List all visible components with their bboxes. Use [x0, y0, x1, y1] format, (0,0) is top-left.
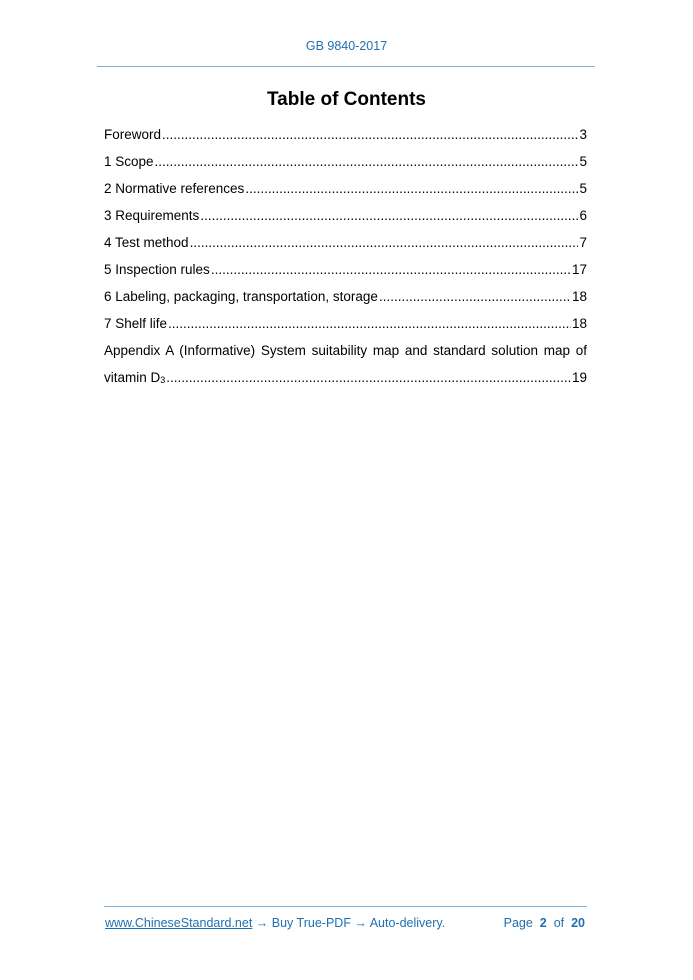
footer-promo — [105, 916, 445, 930]
toc-entry-inspection-rules[interactable] — [104, 256, 587, 283]
toc-leader-dots — [166, 364, 571, 391]
toc-entry-page: 7 — [579, 235, 587, 250]
toc-leader-dots — [200, 202, 578, 229]
toc-entry-label: 1 Scope — [104, 154, 154, 169]
toc-entry-label-text: vitamin D — [104, 370, 161, 385]
toc-entry-requirements[interactable] — [104, 202, 587, 229]
toc-leader-dots — [379, 283, 571, 310]
toc-leader-dots — [155, 148, 579, 175]
toc-title: Table of Contents — [266, 89, 427, 110]
toc-entry-scope[interactable] — [104, 148, 587, 175]
footer-site-link[interactable]: www.ChineseStandard.net — [105, 916, 253, 930]
footer-page-total: 20 — [571, 916, 585, 930]
toc-leader-dots — [211, 256, 571, 283]
footer-arrow: → — [350, 916, 370, 930]
toc-entry-label: Appendix A (Informative) System suitability map and standard solution map of — [104, 343, 587, 358]
toc-entry-label: 2 Normative references — [104, 181, 245, 196]
header-divider — [97, 66, 595, 67]
toc-entry-label: 4 Test method — [104, 235, 189, 250]
toc-leader-dots — [245, 175, 578, 202]
toc-entry-label — [104, 364, 165, 393]
toc-entry-appendix-a[interactable] — [104, 337, 587, 364]
footer-of-word: of — [553, 916, 565, 930]
footer-buy-text: Buy True-PDF — [271, 916, 351, 930]
toc-entry-page: 5 — [579, 181, 587, 196]
toc-entry-normative-references[interactable] — [104, 175, 587, 202]
toc-entry-labeling[interactable] — [104, 283, 587, 310]
toc-leader-dots — [190, 229, 579, 256]
footer — [105, 916, 585, 930]
footer-page-indicator — [504, 916, 585, 930]
toc-entry-label: Foreword — [104, 127, 162, 142]
toc-entry-label: 7 Shelf life — [104, 316, 168, 331]
toc-entry-subscript: 3 — [160, 375, 166, 385]
toc-entry-foreword[interactable] — [104, 121, 587, 148]
footer-delivery-text: Auto-delivery. — [369, 916, 446, 930]
toc-entry-page: 3 — [579, 127, 587, 142]
toc-entry-page: 18 — [571, 316, 587, 331]
toc-entry-appendix-a-continued[interactable] — [104, 364, 587, 391]
toc-entry-page: 5 — [579, 154, 587, 169]
footer-page-number: 2 — [539, 916, 547, 930]
toc-entry-page: 6 — [579, 208, 587, 223]
toc-entry-label: 3 Requirements — [104, 208, 200, 223]
toc-entry-label: 6 Labeling, packaging, transportation, storage — [104, 289, 378, 304]
toc-entry-label: 5 Inspection rules — [104, 262, 210, 277]
toc-list — [104, 121, 587, 391]
footer-page-word: Page — [503, 916, 533, 930]
toc-entry-page: 17 — [571, 262, 587, 277]
toc-leader-dots — [162, 121, 578, 148]
footer-divider — [104, 906, 587, 907]
toc-entry-page: 19 — [571, 370, 587, 385]
header-doc-code: GB 9840-2017 — [305, 39, 388, 53]
toc-entry-page: 18 — [571, 289, 587, 304]
toc-leader-dots — [168, 310, 571, 337]
footer-arrow: → — [252, 916, 272, 930]
toc-entry-test-method[interactable] — [104, 229, 587, 256]
toc-entry-shelf-life[interactable] — [104, 310, 587, 337]
